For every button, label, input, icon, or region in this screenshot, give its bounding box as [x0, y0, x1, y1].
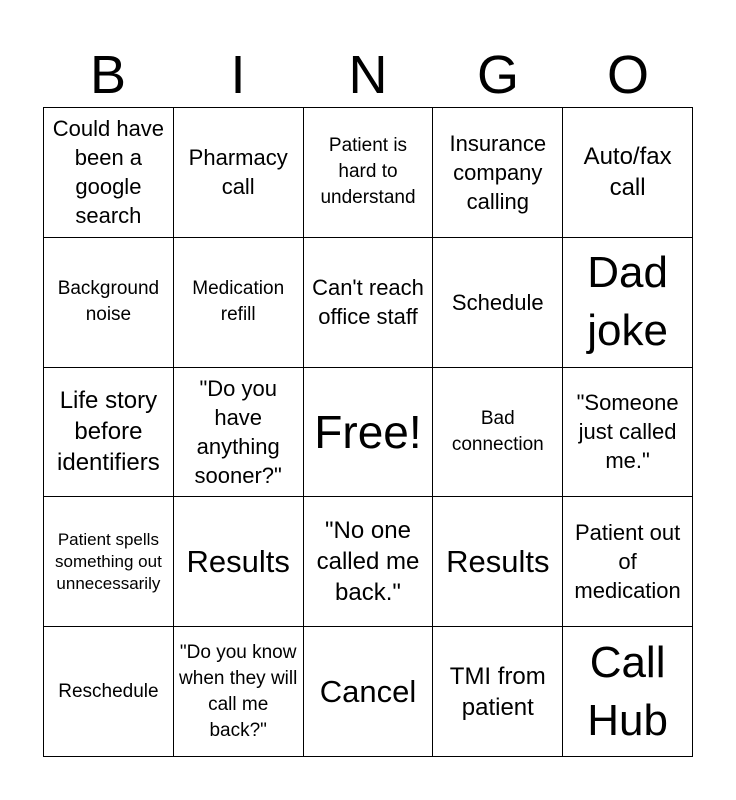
cell-text: Bad connection [451, 407, 544, 455]
cell-text: Patient out of medication [574, 520, 681, 604]
cell-text: Cancel [319, 673, 417, 709]
cell-text: Auto/fax call [583, 143, 672, 202]
free-space-cell[interactable] [304, 368, 434, 498]
cell-text: Can't reach office staff [312, 275, 424, 330]
bingo-cell[interactable] [174, 108, 304, 238]
cell-text: Life story before identifiers [57, 387, 160, 477]
bingo-cell[interactable] [44, 108, 174, 238]
cell-text: Free! [314, 405, 422, 458]
bingo-cell[interactable] [44, 368, 174, 498]
cell-text: TMI from patient [449, 662, 546, 721]
bingo-cell[interactable] [563, 627, 693, 757]
bingo-header [43, 44, 693, 106]
bingo-cell[interactable] [433, 368, 563, 498]
bingo-cell[interactable] [304, 108, 434, 238]
cell-text: Medication refill [192, 278, 285, 326]
cell-text: Results [186, 543, 290, 579]
cell-text: "No one called me back." [316, 517, 420, 607]
bingo-cell[interactable] [563, 238, 693, 368]
cell-text: Dad joke [587, 248, 668, 356]
cell-text: Background noise [57, 278, 160, 326]
bingo-cell[interactable] [174, 238, 304, 368]
cell-text: Pharmacy call [188, 145, 288, 200]
bingo-cell[interactable] [44, 627, 174, 757]
bingo-board [43, 107, 693, 757]
cell-text: Could have been a google search [52, 116, 165, 229]
cell-text: "Someone just called me." [576, 390, 679, 474]
bingo-cell[interactable] [174, 497, 304, 627]
header-letter-i: I [230, 45, 246, 105]
cell-text: Insurance company calling [449, 130, 547, 214]
bingo-cell[interactable] [44, 238, 174, 368]
header-letter-n: N [348, 45, 388, 105]
cell-text: Patient spells something out unnecessarily [55, 529, 162, 593]
bingo-cell[interactable] [563, 497, 693, 627]
bingo-cell[interactable] [174, 368, 304, 498]
bingo-cell[interactable] [44, 497, 174, 627]
bingo-cell[interactable] [304, 627, 434, 757]
bingo-cell[interactable] [304, 497, 434, 627]
bingo-cell[interactable] [174, 627, 304, 757]
bingo-cell[interactable] [563, 108, 693, 238]
bingo-cell[interactable] [433, 497, 563, 627]
cell-text: "Do you have anything sooner?" [194, 375, 282, 488]
cell-text: Results [446, 543, 550, 579]
bingo-cell[interactable] [304, 238, 434, 368]
bingo-cell[interactable] [433, 627, 563, 757]
cell-text: Reschedule [58, 680, 159, 702]
cell-text: "Do you know when they will call me back?" [179, 641, 298, 741]
cell-text: Patient is hard to understand [320, 135, 416, 209]
header-letter-g: G [476, 45, 519, 105]
header-letter-o: O [606, 45, 649, 105]
bingo-cell[interactable] [563, 368, 693, 498]
bingo-cell[interactable] [433, 108, 563, 238]
bingo-cell[interactable] [433, 238, 563, 368]
header-letter-b: B [89, 45, 127, 105]
cell-text: Call Hub [587, 637, 668, 745]
cell-text: Schedule [451, 289, 544, 315]
